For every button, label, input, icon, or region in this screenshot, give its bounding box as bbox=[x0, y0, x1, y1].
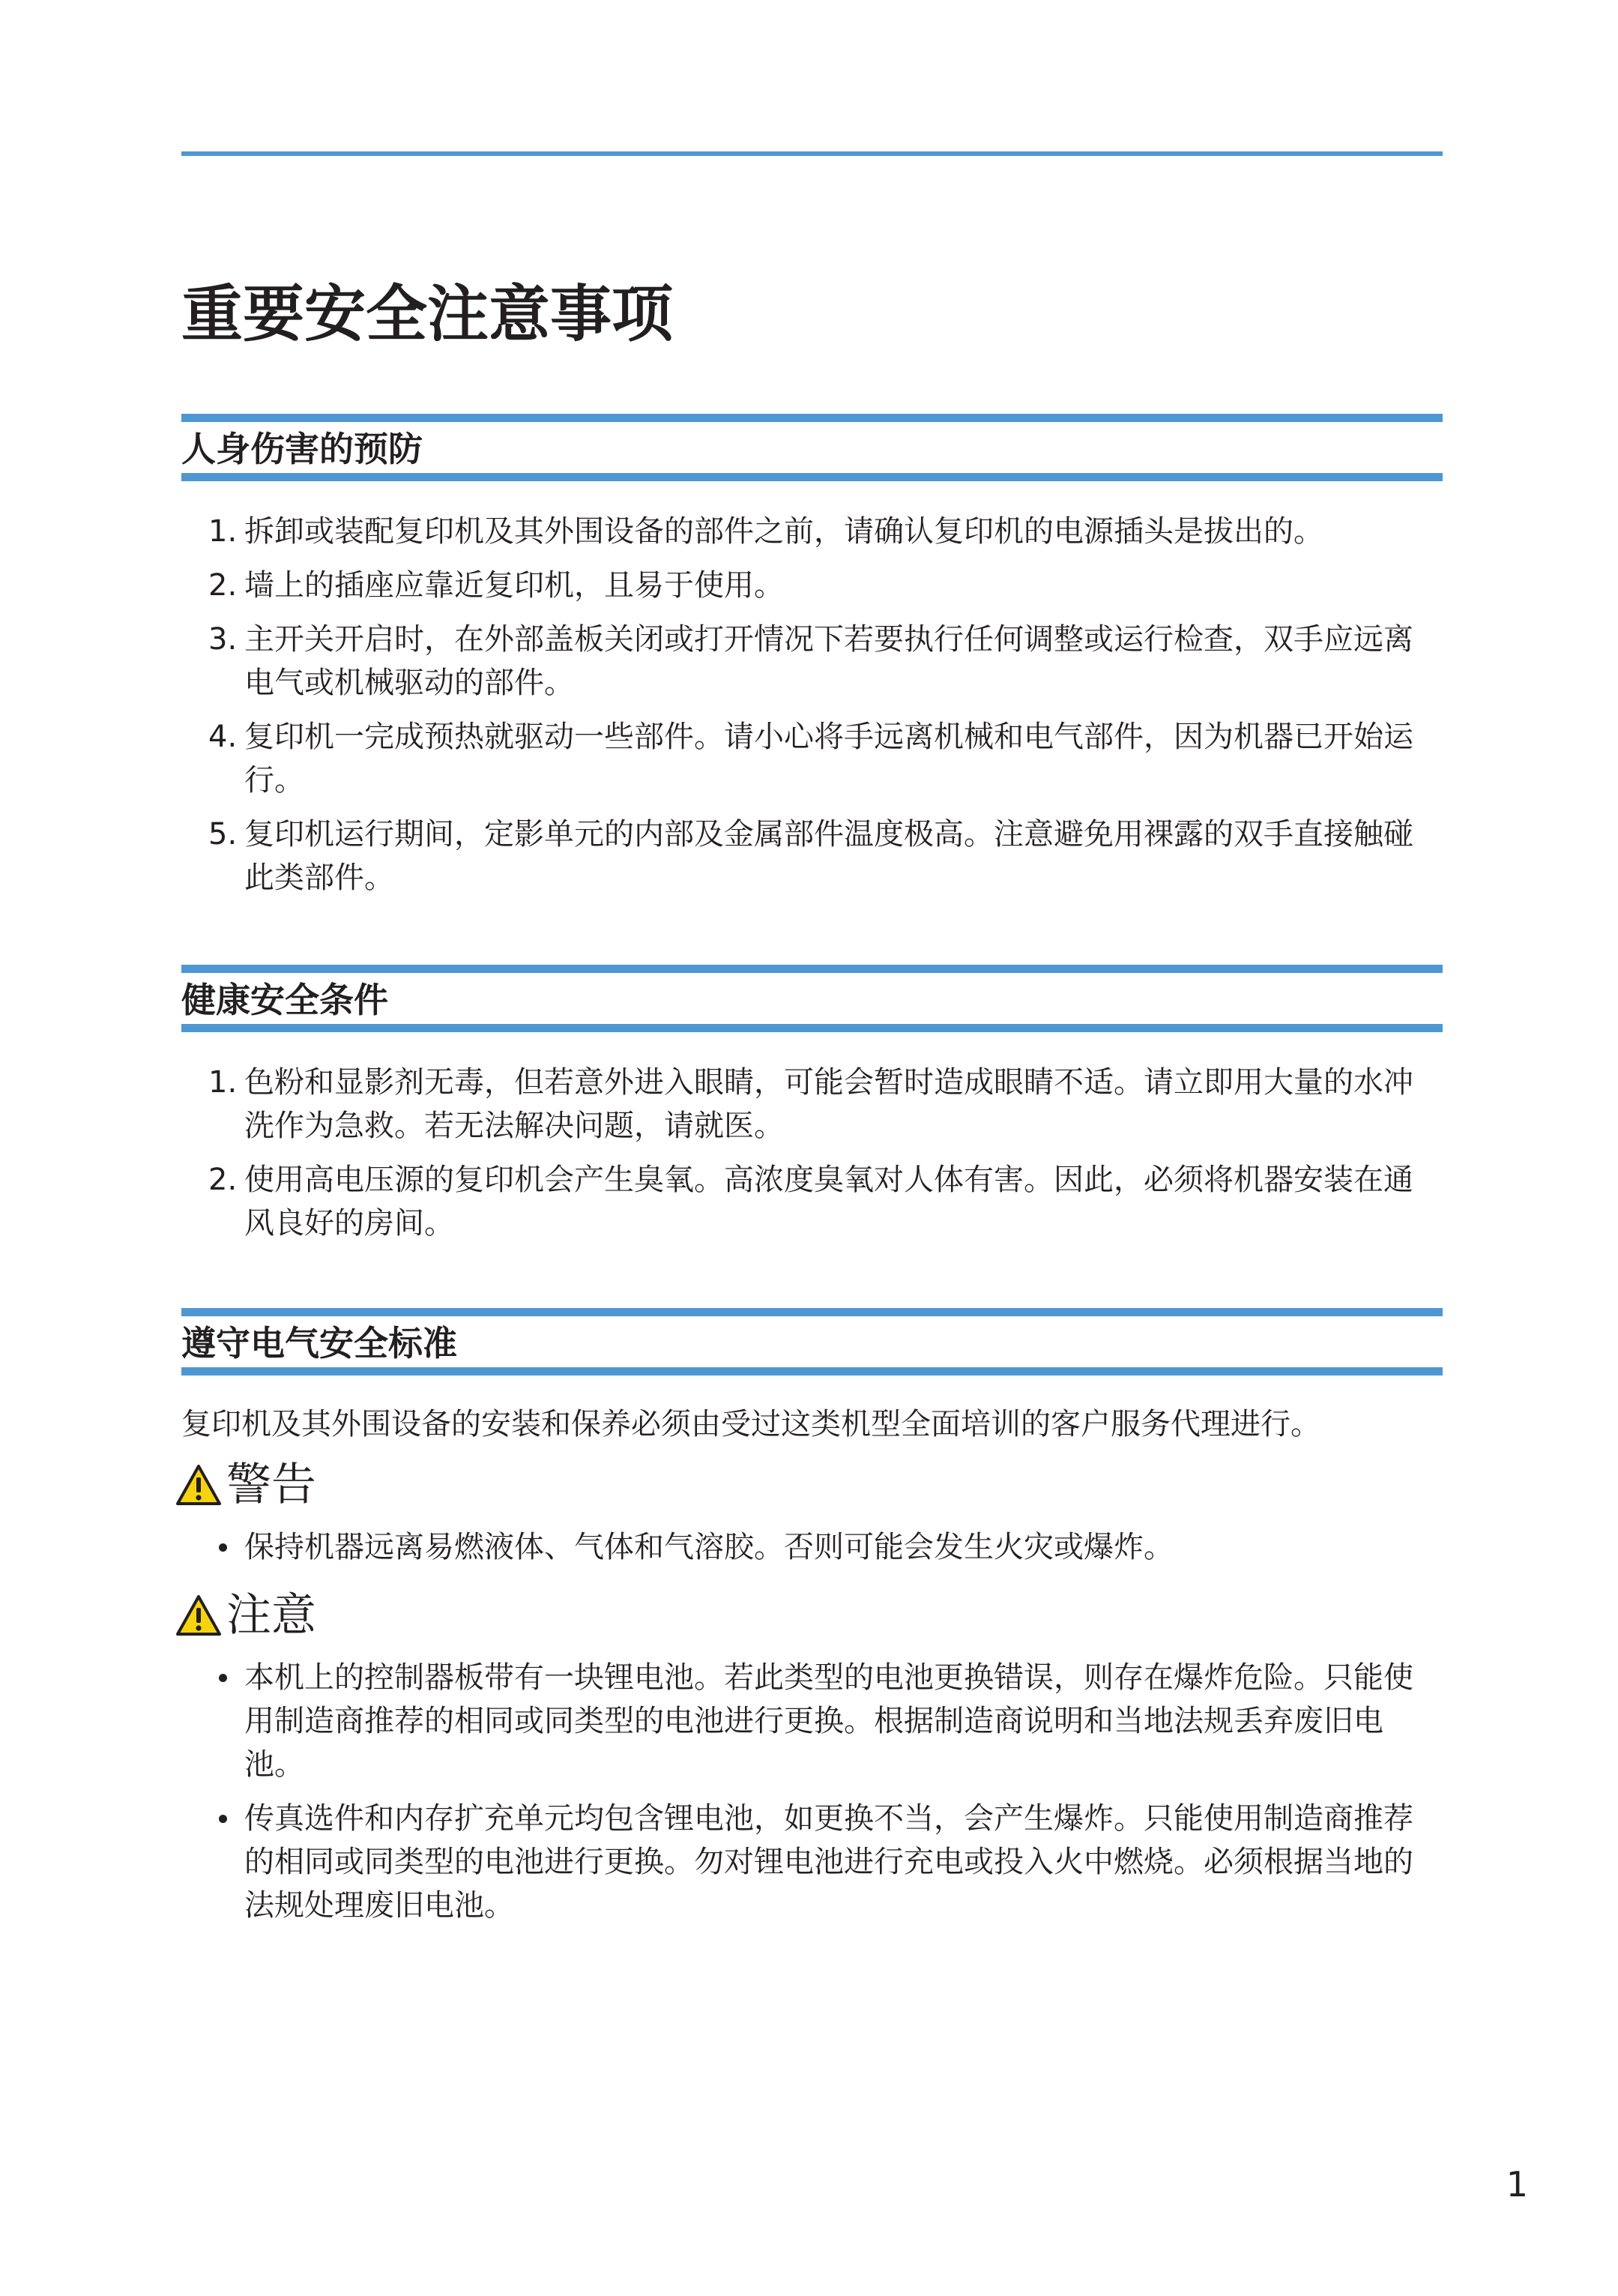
bullet-dot bbox=[219, 1674, 227, 1682]
list-item bbox=[181, 1061, 1443, 1148]
section-heading: 人身伤害的预防 bbox=[181, 429, 423, 469]
section-heading-bar bbox=[181, 414, 1443, 481]
item-number: 2. bbox=[208, 568, 238, 603]
item-text: 复印机一完成预热就驱动一些部件。请小心将手远离机械和电气部件，因为机器已开始运行。 bbox=[244, 720, 1413, 798]
list-item bbox=[181, 1525, 1443, 1569]
list-item bbox=[181, 813, 1443, 900]
caution-heading bbox=[175, 1585, 1443, 1645]
list-item bbox=[181, 715, 1443, 802]
section-health-safety bbox=[181, 965, 1443, 1256]
warning-triangle-icon bbox=[175, 1464, 222, 1506]
bullet-text: 传真选件和内存扩充单元均包含锂电池，如更换不当，会产生爆炸。只能使用制造商推荐的相同或同类型的电池进行更换。勿对锂电池进行充电或投入火中燃烧。必须根据当地的法规处理废旧电池。 bbox=[244, 1801, 1413, 1923]
warning-heading bbox=[175, 1455, 1443, 1515]
bullet-dot bbox=[219, 1815, 227, 1823]
section-heading: 健康安全条件 bbox=[181, 980, 388, 1020]
item-text: 墙上的插座应靠近复印机，且易于使用。 bbox=[244, 568, 784, 603]
item-text: 使用高电压源的复印机会产生臭氧。高浓度臭氧对人体有害。因此，必须将机器安装在通风良好的房间。 bbox=[244, 1163, 1413, 1241]
section-heading-bar bbox=[181, 965, 1443, 1032]
section-heading: 遵守电气安全标准 bbox=[181, 1323, 457, 1364]
item-text: 色粉和显影剂无毒，但若意外进入眼睛，可能会暂时造成眼睛不适。请立即用大量的水冲洗作为急救。若无法解决问题，请就医。 bbox=[244, 1065, 1413, 1143]
list-item bbox=[181, 564, 1443, 607]
list-item bbox=[181, 1158, 1443, 1245]
item-number: 4. bbox=[208, 720, 238, 754]
list-item bbox=[181, 618, 1443, 705]
section-intro: 复印机及其外围设备的安装和保养必须由受过这类机型全面培训的客户服务代理进行。 bbox=[181, 1407, 1320, 1441]
item-text: 拆卸或装配复印机及其外围设备的部件之前，请确认复印机的电源插头是拔出的。 bbox=[244, 514, 1323, 549]
list-item bbox=[181, 1656, 1443, 1786]
bullet-dot bbox=[219, 1543, 227, 1552]
list-item bbox=[181, 1797, 1443, 1927]
section-injury-prevention bbox=[181, 414, 1443, 910]
bullet-text: 保持机器远离易燃液体、气体和气溶胶。否则可能会发生火灾或爆炸。 bbox=[244, 1530, 1174, 1564]
warning-triangle-icon bbox=[175, 1594, 222, 1636]
numbered-list bbox=[181, 1061, 1443, 1245]
caution-bullets bbox=[181, 1656, 1443, 1927]
item-number: 3. bbox=[208, 622, 238, 657]
item-text: 主开关开启时，在外部盖板关闭或打开情况下若要执行任何调整或运行检查，双手应远离电气或机械驱动的部件。 bbox=[244, 622, 1413, 700]
top-divider bbox=[181, 151, 1443, 156]
item-number: 5. bbox=[208, 817, 238, 852]
list-item bbox=[181, 510, 1443, 553]
page-title: 重要安全注意事项 bbox=[181, 279, 674, 350]
item-number: 1. bbox=[208, 1065, 238, 1100]
caution-label: 注意 bbox=[226, 1589, 316, 1642]
page-number: 1 bbox=[1506, 2164, 1528, 2205]
item-number: 2. bbox=[208, 1163, 238, 1197]
numbered-list bbox=[181, 510, 1443, 900]
item-text: 复印机运行期间，定影单元的内部及金属部件温度极高。注意避免用裸露的双手直接触碰此类部件。 bbox=[244, 817, 1413, 895]
section-heading-bar bbox=[181, 1308, 1443, 1376]
warning-bullets bbox=[181, 1525, 1443, 1569]
warning-label: 警告 bbox=[226, 1459, 316, 1511]
bullet-text: 本机上的控制器板带有一块锂电池。若此类型的电池更换错误，则存在爆炸危险。只能使用制造商推荐的相同或同类型的电池进行更换。根据制造商说明和当地法规丢弃废旧电池。 bbox=[244, 1660, 1413, 1782]
item-number: 1. bbox=[208, 514, 238, 549]
section-electrical-safety bbox=[181, 1308, 1443, 1938]
